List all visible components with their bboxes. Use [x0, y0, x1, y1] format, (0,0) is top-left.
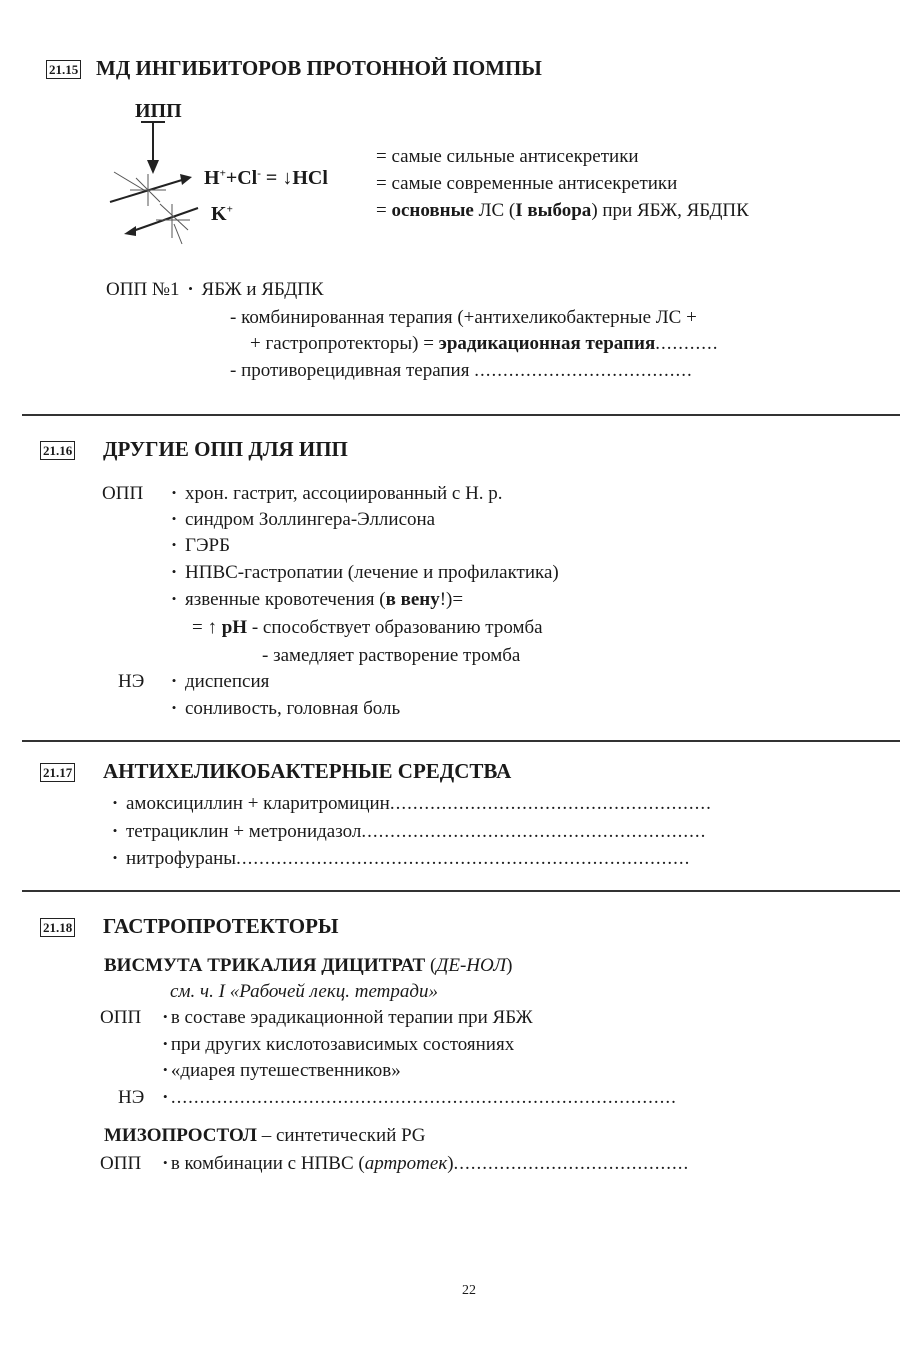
section-title: МД ИНГИБИТОРОВ ПРОТОННОЙ ПОМПЫ [96, 56, 542, 80]
opp-label: ОПП [100, 1153, 142, 1174]
potassium-label: K+ [211, 203, 233, 225]
list-item: • ........................................................................................ [163, 1087, 677, 1108]
section-number: 21.17 [40, 763, 75, 782]
list-item: • тетрациклин + метронидазол............................................................ [112, 821, 707, 842]
section-divider [22, 890, 900, 892]
sub-item-antirelapse: - противорецидивная терапия ...................................... [230, 360, 693, 381]
property-line-2: = самые современные антисекретики [376, 173, 678, 194]
list-item: • НПВС-гастропатии (лечение и профилактика) [171, 562, 559, 583]
section-title: ГАСТРОПРОТЕКТОРЫ [103, 914, 339, 938]
section-divider [22, 414, 900, 416]
ne-label: НЭ [118, 671, 145, 692]
list-item: • ГЭРБ [171, 535, 231, 556]
property-line-1: = самые сильные антисекретики [376, 146, 639, 167]
ipp-label: ИПП [135, 100, 182, 122]
list-item: • «диарея путешественников» [163, 1060, 401, 1081]
list-item: • сонливость, головная боль [171, 698, 401, 719]
opp-label: ОПП [102, 483, 144, 504]
reference-note: см. ч. I «Рабочей лекц. тетради» [170, 981, 438, 1002]
section-number: 21.15 [46, 60, 81, 79]
property-line-3: = основные ЛС (I выбора) при ЯБЖ, ЯБДПК [376, 200, 749, 221]
page-number: 22 [462, 1283, 476, 1298]
drug-name: МИЗОПРОСТОЛ – синтетический PG [104, 1125, 426, 1146]
reaction-formula: H++Cl- = ↓HCl [204, 167, 328, 189]
list-item: • в составе эрадикационной терапии при ЯБЖ [163, 1007, 533, 1028]
section-title: АНТИХЕЛИКОБАКТЕРНЫЕ СРЕДСТВА [103, 759, 512, 783]
list-item: • при других кислотозависимых состояниях [163, 1034, 515, 1055]
section-title: ДРУГИЕ ОПП ДЛЯ ИПП [103, 437, 348, 461]
sub-item-combination: - комбинированная терапия (+антихеликобактерные ЛС + [230, 307, 697, 328]
section-divider [22, 740, 900, 742]
drug-name: ВИСМУТА ТРИКАЛИЯ ДИЦИТРАТ (ДЕ-НОЛ) [104, 955, 513, 976]
opp-label: ОПП №1 • ЯБЖ и ЯБДПК [106, 279, 324, 300]
list-item: • нитрофураны............................................................................... [112, 848, 691, 869]
ph-effect-line: = ↑ pH - способствует образованию тромба [192, 617, 543, 638]
list-item: • хрон. гастрит, ассоциированный с H. p. [171, 483, 503, 504]
list-item: • амоксициллин + кларитромицин........................................................ [112, 793, 712, 814]
mechanism-arrows-diagram [100, 120, 210, 250]
section-number: 21.18 [40, 918, 75, 937]
sub-item-combination-cont: + гастропротекторы) = эрадикационная терапия........... [250, 333, 719, 354]
opp-item: ЯБЖ и ЯБДПК [201, 279, 324, 300]
ne-label: НЭ [118, 1087, 145, 1108]
section-number: 21.16 [40, 441, 75, 460]
list-item: • диспепсия [171, 671, 270, 692]
list-item: • язвенные кровотечения (в вену!)= [171, 589, 464, 610]
opp-label: ОПП [100, 1007, 142, 1028]
list-item: • в комбинации с НПВС (артротек)......................................... [163, 1153, 690, 1174]
list-item: • синдром Золлингера-Эллисона [171, 509, 436, 530]
ph-effect-line-2: - замедляет растворение тромба [262, 645, 521, 666]
